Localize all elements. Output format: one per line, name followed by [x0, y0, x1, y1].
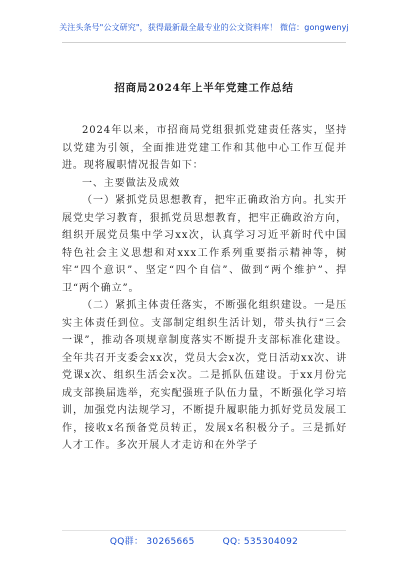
footer-qq-group: QQ群： 30265665 — [109, 537, 195, 547]
document-body — [62, 122, 347, 455]
header-divider — [62, 42, 346, 43]
section-heading: 一、主要做法及成效 — [82, 177, 181, 189]
footer-contacts — [0, 534, 408, 547]
header-notice: 关注头条号"公文研究"，获得最新最全最专业的公文资料库！ 微信：gongwenyj — [59, 23, 349, 32]
paragraph-intro: 2024年以来，市招商局党组狠抓党建责任落实，坚持以党建为引领，全面推进党建工作和其他中心工作互促并进。现将履职情况报告如下： — [62, 125, 347, 171]
footer-divider — [62, 530, 346, 531]
document-title: 招商局2024年上半年党建工作总结 — [114, 82, 294, 94]
paragraph-item-1: （一）紧抓党员思想教育，把牢正确政治方向。扎实开展党史学习教育，狠抓党员思想教育，把牢正确政治方向，组织开展党员集中学习xx次，认真学习习近平新时代中国特色社会主义思想和对xxx工作系列重要指示精神等，树牢“四个意识”、坚定“四个自信”、做到“两个维护”、捍卫“两个确立”。 — [62, 195, 347, 294]
paragraph-item-2: （二）紧抓主体责任落实，不断强化组织建设。一是压实主体责任到位。支部制定组织生活计划，带头执行“三会一课”，推动各项规章制度落实不断提升支部标准化建设。全年共召开支委会xx次，党员大会x次，党日活动xx次、讲党课x次、组织生活会x次。二是抓队伍建设。于xx月份完成支部换届选举，充实配强班子队伍力量，不断强化学习培训，加强党内法规学习，不断提升履职能力抓好党员发展工作，接收x名预备党员转正，发展x名积极分子。三是抓好人才工作。多次开展人才走访和在外学子 — [62, 300, 347, 451]
footer-qq: QQ: 535304092 — [222, 537, 299, 547]
